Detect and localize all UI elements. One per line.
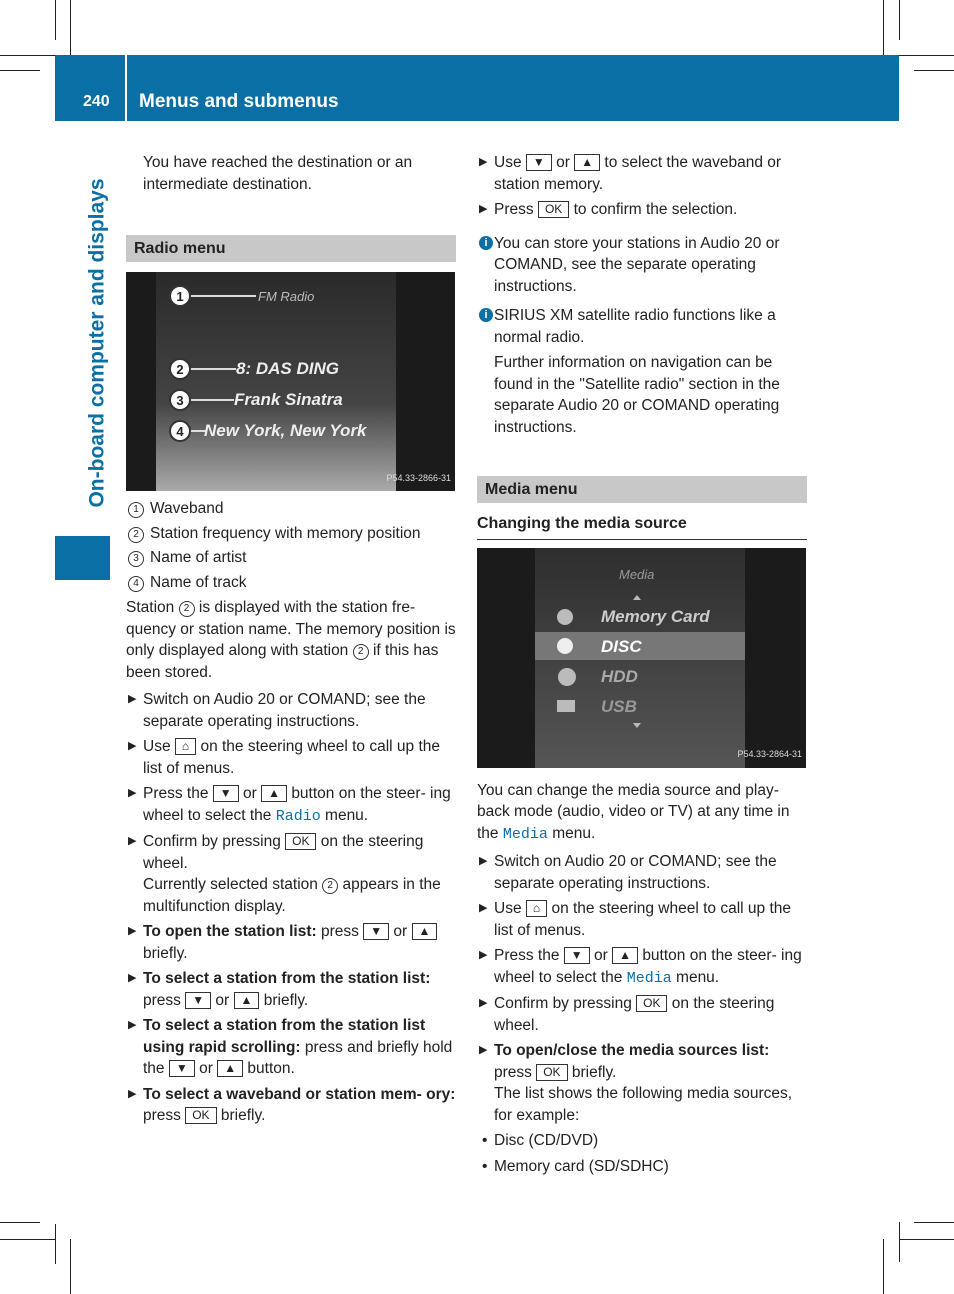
header-divider — [125, 55, 127, 121]
step-arrow-icon: ▶ — [128, 925, 137, 937]
chapter-label: On-board computer and displays — [85, 178, 109, 508]
text: briefly. — [220, 1107, 266, 1124]
callout-number: 3 — [128, 551, 144, 567]
crop-mark — [55, 0, 56, 40]
crop-mark — [0, 1222, 40, 1223]
legend-item — [126, 572, 456, 594]
svg-text:1: 1 — [176, 289, 184, 304]
crop-mark — [914, 70, 954, 71]
svg-text:2: 2 — [176, 362, 184, 377]
step-arrow-icon: ▶ — [128, 835, 137, 847]
home-key-icon: ⌂ — [175, 738, 196, 755]
intro-text: You have reached the destination or an intermediate destination. — [143, 154, 413, 193]
step — [477, 851, 807, 894]
text: or — [393, 923, 408, 940]
media-display-image — [477, 548, 806, 768]
step — [477, 1040, 807, 1126]
text: Confirm by pressing — [143, 833, 281, 850]
ok-key-icon: OK — [185, 1107, 216, 1124]
text: or — [199, 1060, 213, 1077]
crop-mark — [899, 0, 900, 40]
step-title: To open/close the media sources list: — [494, 1042, 770, 1059]
legend-item — [126, 547, 456, 569]
text: Confirm by pressing — [494, 995, 632, 1012]
up-key-icon: ▲ — [612, 947, 638, 964]
media-menu-heading: Media menu — [477, 476, 807, 503]
page-title: Menus and submenus — [139, 91, 339, 112]
text: You can store your stations in Audio 20 or COMAND, see the separate operating instructions. — [494, 234, 780, 295]
step — [126, 921, 456, 964]
step-arrow-icon: ▶ — [479, 156, 488, 168]
step-title: To select a station from the station list: — [143, 970, 431, 987]
crop-mark — [0, 55, 55, 56]
step — [126, 1015, 456, 1080]
step — [477, 993, 807, 1036]
down-key-icon: ▼ — [363, 923, 389, 940]
text: Switch on Audio 20 or COMAND; see the separate operating instructions. — [494, 853, 777, 892]
info-note — [477, 233, 807, 298]
crop-mark — [899, 55, 954, 56]
callout-number: 2 — [128, 527, 144, 543]
menu-name: Radio — [275, 807, 321, 825]
text: press — [143, 991, 181, 1009]
callout-number: 4 — [128, 576, 144, 592]
step — [126, 783, 456, 827]
text: on the steering wheel. — [494, 995, 775, 1034]
text: The list shows the following media sources, for example: — [494, 1085, 793, 1124]
step-arrow-icon: ▶ — [479, 902, 488, 914]
legend-item — [126, 523, 456, 545]
callout-number: 2 — [353, 644, 369, 660]
step-title: To open the station list: — [143, 923, 317, 940]
figure-code: P54.33-2866-31 — [386, 472, 451, 483]
crop-mark — [883, 0, 884, 55]
up-key-icon: ▲ — [412, 923, 438, 940]
menu-name: Media — [626, 969, 672, 987]
crop-mark — [899, 1222, 900, 1262]
step-arrow-icon: ▶ — [128, 740, 137, 752]
text: menu. — [325, 806, 369, 824]
callout-number: 2 — [179, 601, 195, 617]
crop-mark — [70, 0, 71, 55]
legend-text: Station frequency with memory position — [150, 524, 421, 542]
media-item: USB — [601, 696, 637, 716]
menu-name: Media — [502, 825, 548, 843]
ok-key-icon: OK — [536, 1064, 567, 1081]
page-number: 240 — [83, 93, 110, 110]
svg-text:3: 3 — [176, 393, 184, 408]
text: or — [556, 154, 570, 171]
text: is displayed with the station fre- quency or station name. The memory position is only displayed along with station — [126, 599, 456, 659]
legend-text: Name of track — [150, 573, 247, 591]
text: to confirm the selection. — [573, 201, 738, 218]
media-item-selected: DISC — [601, 636, 642, 656]
text: press and briefly hold the — [143, 1038, 453, 1077]
text: or — [594, 947, 608, 964]
crop-mark — [914, 1222, 954, 1223]
radio-menu-heading: Radio menu — [126, 235, 456, 262]
list-item: • Memory card (SD/SDHC) — [477, 1156, 807, 1178]
step-arrow-icon: ▶ — [128, 787, 137, 799]
step — [126, 689, 456, 732]
step-title: To select a station from the station list using rapid scrolling: — [143, 1017, 426, 1056]
ok-key-icon: OK — [636, 995, 667, 1012]
media-item: HDD — [601, 666, 638, 686]
info-note — [477, 305, 807, 438]
text: Press the — [143, 785, 209, 802]
text: to select the waveband or station memory. — [494, 154, 782, 193]
text: menu. — [552, 824, 596, 842]
text: Press — [494, 201, 534, 218]
step-title: To select a waveband or station mem- ory: — [143, 1085, 456, 1103]
station-paragraph — [126, 597, 456, 683]
text: on the steering wheel to call up the list of menus. — [494, 900, 791, 939]
callout-number: 2 — [322, 878, 338, 894]
up-key-icon: ▲ — [261, 785, 287, 802]
step — [126, 736, 456, 779]
step-arrow-icon: ▶ — [128, 1087, 137, 1100]
station-label: 8: DAS DING — [236, 359, 339, 378]
ok-key-icon: OK — [538, 201, 569, 218]
text: briefly. — [263, 991, 309, 1009]
text: briefly. — [143, 944, 188, 962]
text: Station — [126, 599, 175, 616]
right-column — [477, 152, 807, 1181]
up-key-icon: ▲ — [234, 992, 260, 1009]
text: Switch on Audio 20 or COMAND; see the separate operating instructions. — [143, 691, 426, 730]
left-column — [126, 152, 456, 1131]
step-arrow-icon: ▶ — [479, 1044, 488, 1056]
crop-mark — [883, 1239, 884, 1294]
down-key-icon: ▼ — [526, 154, 552, 171]
step — [477, 898, 807, 941]
text: on the steering wheel to call up the list of menus. — [143, 738, 440, 777]
text: press — [320, 923, 359, 940]
callout-number: 1 — [128, 502, 144, 518]
step-arrow-icon: ▶ — [479, 203, 488, 215]
text: if this has been stored. — [126, 642, 439, 681]
artist-label: Frank Sinatra — [234, 390, 343, 409]
down-key-icon: ▼ — [564, 947, 590, 964]
media-title: Media — [619, 566, 655, 582]
media-intro — [477, 780, 807, 846]
text: on the steering wheel. — [143, 833, 424, 872]
crop-mark — [0, 70, 40, 71]
legend-text: Waveband — [150, 500, 224, 517]
info-icon: i — [479, 308, 493, 322]
step — [477, 945, 807, 989]
crop-mark — [899, 1239, 954, 1240]
text: Use — [494, 154, 522, 171]
text: Use — [143, 738, 171, 755]
media-item: Memory Card — [601, 606, 710, 626]
down-key-icon: ▼ — [213, 785, 239, 802]
text: appears in the multifunction display. — [143, 876, 441, 915]
text: briefly. — [571, 1063, 617, 1081]
step — [126, 831, 456, 917]
step-arrow-icon: ▶ — [128, 693, 137, 705]
text: button. — [247, 1060, 295, 1077]
text: Press the — [494, 947, 560, 964]
text: press — [494, 1063, 532, 1081]
text: press — [143, 1107, 181, 1124]
legend-text: Name of artist — [150, 549, 247, 566]
text: Currently selected station — [143, 876, 318, 893]
info-icon: i — [479, 236, 493, 250]
down-key-icon: ▼ — [185, 992, 211, 1009]
step-arrow-icon: ▶ — [128, 1019, 137, 1031]
text: button on the steer- ing wheel to select the — [143, 785, 451, 824]
figure-code: P54.33-2864-31 — [737, 749, 802, 759]
radio-display-image — [126, 272, 455, 491]
step — [477, 199, 807, 221]
svg-text:4: 4 — [176, 424, 184, 439]
text: Use — [494, 900, 522, 917]
ok-key-icon: OK — [285, 833, 316, 850]
legend-item — [126, 498, 456, 520]
up-key-icon: ▲ — [217, 1060, 243, 1077]
text: button on the steer- ing wheel to select the — [494, 947, 802, 986]
text: Further information on navigation can be found in the "Satellite radio" section in the separate Audio 20 or COMAND operating instructions. — [494, 354, 780, 436]
text: menu. — [676, 968, 720, 986]
text: or — [243, 785, 257, 802]
step — [126, 968, 456, 1011]
crop-mark — [0, 1239, 55, 1240]
page-header — [55, 55, 899, 121]
up-key-icon: ▲ — [574, 154, 600, 171]
step — [477, 152, 807, 195]
home-key-icon: ⌂ — [526, 900, 547, 917]
text: or — [215, 991, 230, 1009]
radio-legend — [126, 498, 456, 593]
track-label: New York, New York — [204, 421, 367, 440]
step-arrow-icon: ▶ — [128, 972, 137, 984]
text: You can change the media source and play- back mode (audio, video or TV) at any time in the — [477, 781, 790, 842]
step-arrow-icon: ▶ — [479, 997, 488, 1009]
text: SIRIUS XM satellite radio functions like a normal radio. — [494, 307, 776, 346]
step-arrow-icon: ▶ — [479, 949, 488, 961]
band-label: FM Radio — [258, 289, 315, 304]
crop-mark — [55, 1224, 56, 1264]
media-subheading: Changing the media source — [477, 513, 807, 540]
list-item: • Disc (CD/DVD) — [477, 1130, 807, 1152]
crop-mark — [70, 1239, 71, 1294]
step — [126, 1084, 456, 1127]
chapter-tab-block — [55, 536, 110, 580]
step-arrow-icon: ▶ — [479, 855, 488, 867]
down-key-icon: ▼ — [169, 1060, 195, 1077]
